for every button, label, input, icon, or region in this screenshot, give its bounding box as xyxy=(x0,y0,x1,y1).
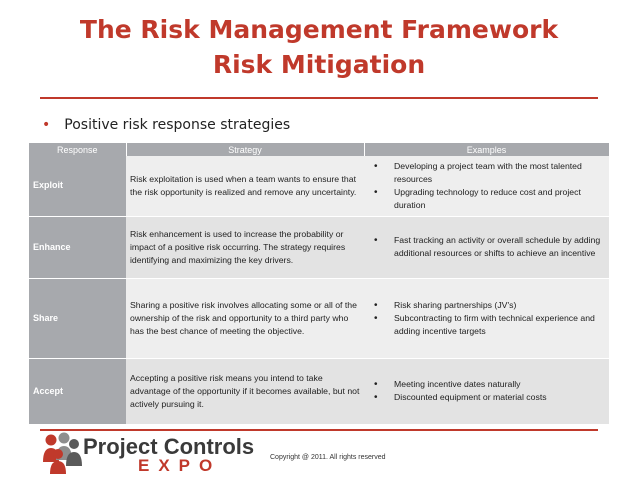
strategy-cell: Risk exploitation is used when a team wants to ensure that the risk opportunity is realized and remove any uncertainty. xyxy=(126,156,364,216)
strategy-cell: Accepting a positive risk means you intend to take advantage of the opportunity if it becomes available, but not actively pursuing it. xyxy=(126,358,364,424)
table-header-row xyxy=(29,143,609,156)
strategy-cell: Risk enhancement is used to increase the probability or impact of a positive risk occurring. The strategy requires identifying and maximizing the key drivers. xyxy=(126,216,364,278)
example-item: • Meeting incentive dates naturally xyxy=(368,378,605,391)
example-item: • Risk sharing partnerships (JV's) xyxy=(368,299,605,312)
bottom-divider xyxy=(40,429,598,431)
strategy-cell: Sharing a positive risk involves allocating some or all of the ownership of the risk and opportunity to a third party who has the best chance of meeting the objective. xyxy=(126,278,364,358)
examples-cell xyxy=(364,278,609,358)
logo-text-secondary: EXPO xyxy=(138,456,222,475)
bullet-icon: • xyxy=(42,117,51,133)
logo-text-primary: Project Controls xyxy=(83,434,255,459)
column-header-strategy: Strategy xyxy=(126,143,364,156)
response-cell: Exploit xyxy=(29,156,126,216)
page-title: The Risk Management Framework xyxy=(79,15,559,44)
response-cell: Share xyxy=(29,278,126,358)
column-header-examples: Examples xyxy=(364,143,609,156)
risk-response-table xyxy=(29,143,610,425)
example-item: • Developing a project team with the most talented resources xyxy=(368,160,605,186)
examples-cell xyxy=(364,156,609,216)
examples-cell xyxy=(364,358,609,424)
bullet-item xyxy=(42,117,290,133)
table-row-accept xyxy=(29,358,609,424)
examples-cell xyxy=(364,216,609,278)
page-subtitle: Risk Mitigation xyxy=(212,50,426,79)
example-item: • Fast tracking an activity or overall schedule by adding additional resources or shifts to achieve an incentive xyxy=(368,234,605,260)
project-controls-expo-logo xyxy=(40,432,255,477)
example-item: • Discounted equipment or material costs xyxy=(368,391,605,404)
people-logo-icon xyxy=(40,432,84,474)
table-row-exploit xyxy=(29,156,609,216)
example-item: • Subcontracting to firm with technical experience and adding incentive targets xyxy=(368,312,605,338)
response-cell: Accept xyxy=(29,358,126,424)
response-cell: Enhance xyxy=(29,216,126,278)
column-header-response: Response xyxy=(29,143,126,156)
top-divider xyxy=(40,97,598,99)
bullet-text: Positive risk response strategies xyxy=(64,117,291,133)
copyright-notice: Copyright @ 2011. All rights reserved xyxy=(270,454,386,461)
table-row-share xyxy=(29,278,609,358)
table-row-enhance xyxy=(29,216,609,278)
example-item: • Upgrading technology to reduce cost and project duration xyxy=(368,186,605,212)
